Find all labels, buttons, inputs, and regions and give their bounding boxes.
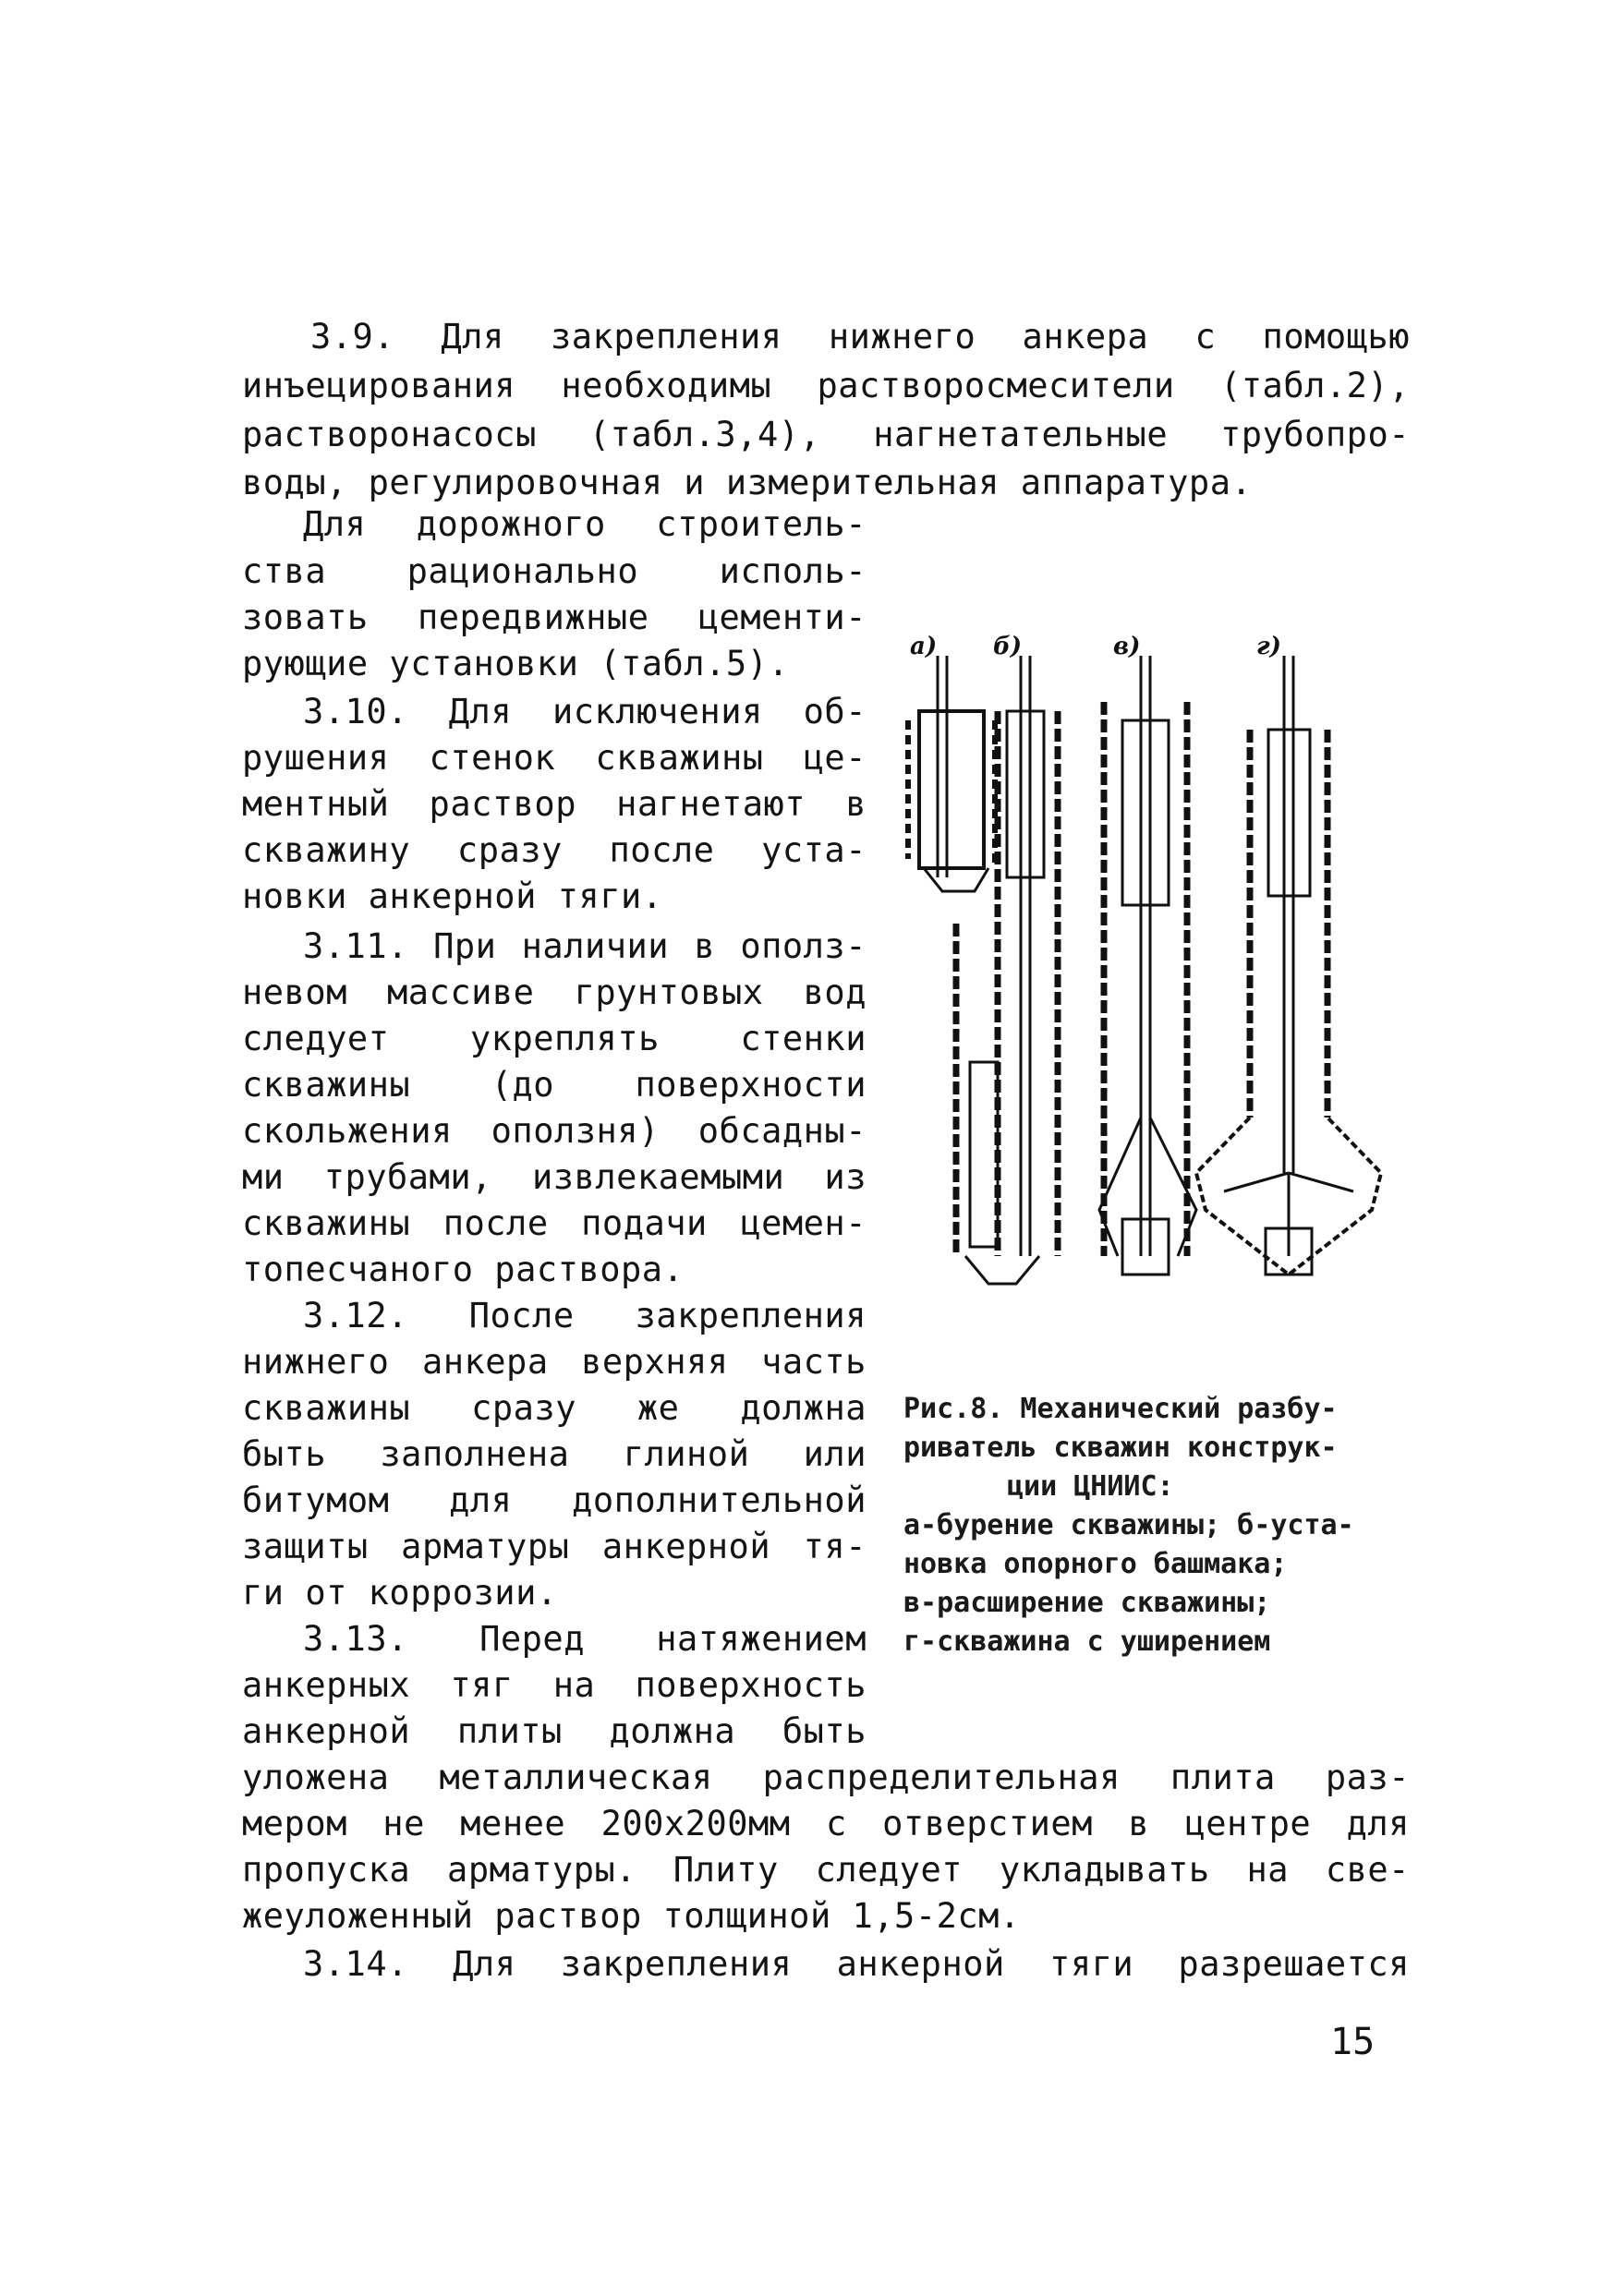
text-line: новки анкерной тяги. xyxy=(242,876,663,916)
text-line: скважину сразу после уста- xyxy=(242,830,867,870)
text-line: защиты арматуры анкерной тя- xyxy=(242,1527,867,1566)
figure-label-a: а) xyxy=(910,633,938,660)
text-line: 3.13. Перед натяжением xyxy=(303,1619,867,1659)
text-line: скважины после подачи цемен- xyxy=(242,1203,867,1243)
text-line: быть заполнена глиной или xyxy=(242,1434,867,1474)
text-line: рушения стенок скважины це- xyxy=(242,738,867,778)
variant-a-drawing xyxy=(908,656,995,891)
text-line: битумом для дополнительной xyxy=(242,1480,867,1520)
figure-label-c: в) xyxy=(1113,633,1141,660)
text-line: следует укреплять стенки xyxy=(242,1019,867,1058)
figure-caption-line: риватель скважин конструк- xyxy=(903,1432,1338,1464)
text-line: 3.12. После закрепления xyxy=(303,1296,867,1335)
text-line: ми трубами, извлекаемыми из xyxy=(242,1157,867,1197)
text-line: скважины сразу же должна xyxy=(242,1388,867,1428)
figure-caption-line: а-бурение скважины; б-уста- xyxy=(903,1509,1354,1541)
figure-caption-line: в-расширение скважины; xyxy=(903,1587,1271,1619)
text-line: растворонасосы (табл.3,4), нагнетательные трубопро- xyxy=(242,415,1410,454)
text-line: 3.11. При наличии в ополз- xyxy=(303,926,867,966)
text-line: 3.10. Для исключения об- xyxy=(303,692,867,731)
reamer-figure xyxy=(901,619,1436,1302)
text-line: мером не менее 200х200мм с отверстием в центре для xyxy=(242,1804,1410,1843)
text-line: невом массиве грунтовых вод xyxy=(242,973,867,1012)
text-line: инъецирования необходимы растворосмесители (табл.2), xyxy=(242,366,1410,405)
figure-label-b: б) xyxy=(993,633,1023,660)
variant-d-drawing xyxy=(1196,656,1381,1275)
text-line: уложена металлическая распределительная плита раз- xyxy=(242,1758,1410,1797)
text-line: ментный раствор нагнетают в xyxy=(242,784,867,824)
text-line: анкерных тяг на поверхность xyxy=(242,1665,867,1705)
text-line: анкерной плиты должна быть xyxy=(242,1711,867,1751)
text-line: рующие установки (табл.5). xyxy=(242,644,790,683)
figure-caption-line: Рис.8. Механический разбу- xyxy=(903,1393,1338,1425)
figure-caption-line: новка опорного башмака; xyxy=(903,1548,1288,1580)
page-number: 15 xyxy=(1330,2021,1376,2063)
figure-label-d: г) xyxy=(1256,633,1281,660)
text-line: Для дорожного строитель- xyxy=(303,504,867,544)
variant-b-drawing xyxy=(956,656,1058,1284)
text-line: воды, регулировочная и измерительная аппаратура. xyxy=(242,463,1253,502)
text-line: жеуложенный раствор толщиной 1,5-2см. xyxy=(242,1896,1021,1936)
text-line: скважины (до поверхности xyxy=(242,1065,867,1105)
figure-caption-line: ции ЦНИИС: xyxy=(1007,1470,1174,1503)
text-line: пропуска арматуры. Плиту следует укладывать на све- xyxy=(242,1850,1410,1890)
text-line: ги от коррозии. xyxy=(242,1573,558,1613)
text-line: 3.14. Для закрепления анкерной тяги разрешается xyxy=(303,1944,1410,1984)
text-line: топесчаного раствора. xyxy=(242,1250,685,1289)
text-line: нижнего анкера верхняя часть xyxy=(242,1342,867,1382)
figure-caption-line: г-скважина с уширением xyxy=(903,1625,1271,1658)
text-line: 3.9. Для закрепления нижнего анкера с помощью xyxy=(310,317,1410,356)
text-line: зовать передвижные цементи- xyxy=(242,598,867,637)
text-line: скольжения оползня) обсадны- xyxy=(242,1111,867,1151)
variant-c-drawing xyxy=(1099,656,1196,1275)
text-line: ства рационально исполь- xyxy=(242,551,867,591)
